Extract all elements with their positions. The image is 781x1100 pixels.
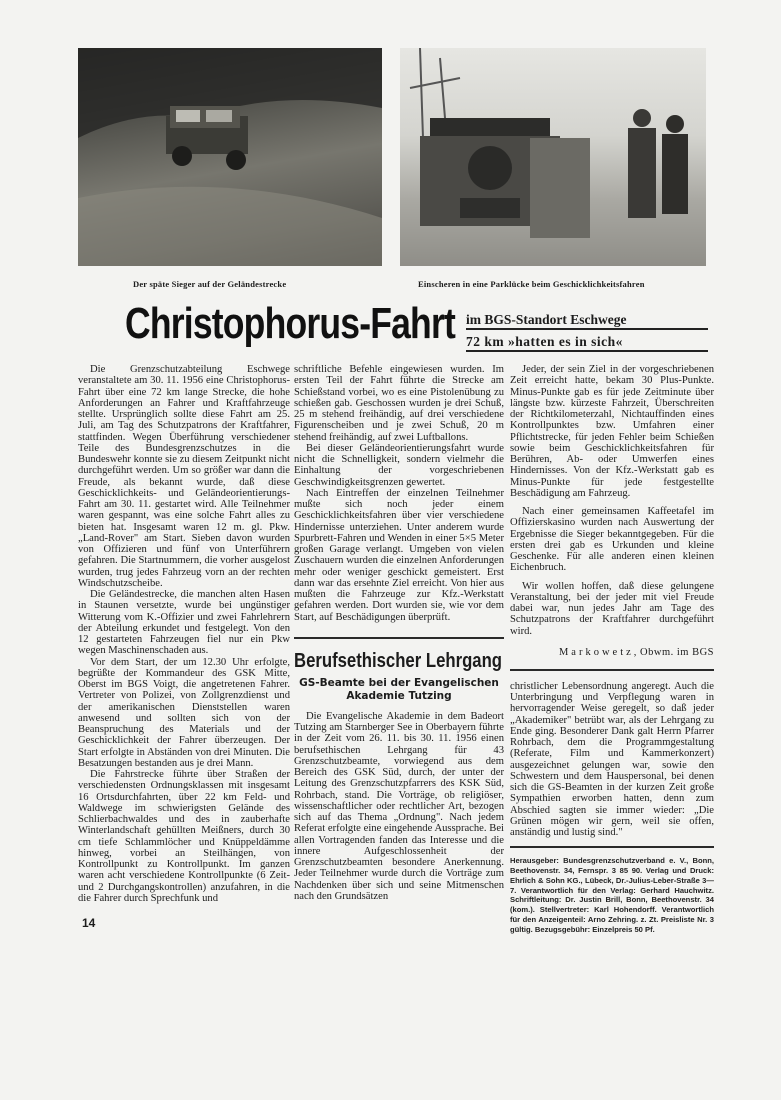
photo-parking-maneuver-image	[400, 48, 706, 266]
article-subheadline-distance: 72 km »hatten es in sich«	[466, 333, 708, 352]
paragraph: Die Evangelische Akademie in dem Badeort Tutzing am Starnberger See in Oberbayern führte in der Zeit vom 26. 11. bis 30. 11. 1956 einen berufsethischen Lehrgang für 43 Grenzschutzbeamte, vorwiegend aus dem Bereich des GSK Süd, durch, der unter der Leitung des Grenzschutzpfarrers des KSK Süd, Rohrbach, stand. Die Vorträge, ob religiöser, wissenschaftlicher oder rechtlicher Art, bezogen sich auf das Thema „Ordnung". Nach jedem Referat erfolgte eine eingehende Aussprache. Bei allen Vortragenden fanden das Interesse und die innere Aufgeschlossenheit der Grenzschutzbeamten besondere Anerkennung. Jeder Teilnehmer wurde durch die Vorträge zum Nachdenken über sich und seine Mitmenschen nach den Grundsätzen	[294, 710, 504, 902]
author-signature	[510, 646, 714, 659]
article-subheadline-location: im BGS-Standort Eschwege	[466, 311, 708, 330]
paragraph: schriftliche Befehle eingewiesen wurden. Im ersten Teil der Fahrt führte die Strecke am Schießstand vorbei, wo es eine Pistolenübung zu schießen gab. Geschossen wurden je drei Schuß, 25 m stehend freihändig, auf drei verschiedene Figurenscheiben und je zwei Schuß, 20 m stehend freihändig, auf zwei Luftballons.	[294, 364, 504, 443]
page-number: 14	[82, 916, 96, 930]
article-column-1	[78, 364, 290, 904]
paragraph: Die Grenzschutzabteilung Eschwege veranstaltete am 30. 11. 1956 eine Christophorus-Fahrt über eine 72 km lange Strecke, die hohe Anforderungen an Fahrer und Kraftfahrzeuge stellte. Ursprünglich sollte diese Fahrt am 25. Juli, am Tag des Schutzpatrons der Kraftfahrer, stattfinden. Wegen Überführung verschiedener Teile des Bundesgrenzschutzes in die Bundeswehr konnte sie zu diesem Zeitpunkt nicht durchgeführt werden. Um so größer war dann die Freude, als bekannt wurde, daß diese Geschicklichkeits- und Geländeorientierungs-Fahrt am 30. 11. gestartet wird. Alle Teilnehmer waren gespannt, was eine solche Fahrt alles zu bieten hat. Insgesamt waren 12 m. gl. Pkw. „Land-Rover" am Start. Sieben davon wurden von Offizieren und fünf von Unterführern gefahren. Die Startnummern, die vorher ausgelost wurden, trug jedes Fahrzeug vorn an der rechten Windschutzscheibe.	[78, 364, 290, 589]
divider	[510, 846, 714, 848]
paragraph: Jeder, der sein Ziel in der vorgeschriebenen Zeit erreicht hatte, bekam 30 Plus-Punkte. Minus-Punkte gab es für jede Zeitminute über längste bzw. kürzeste Fahrzeit, Überschreiten der Richtkilometerzahl, Nichtauffinden eines Kontrollpunktes bzw. Umfahren einer Pflichtstrecke, für jeden Fehler beim Schießen sowie beim Geschicklichkeitsfahren für Berühren, Ab- oder Umwerfen eines Hindernisses. Von der Kfz.-Werkstatt gab es Minus-Punkte für jede festgestellte Beschädigung am Fahrzeug.	[510, 364, 714, 499]
paragraph: Bei dieser Geländeorientierungsfahrt wurde nicht die Schnelligkeit, sondern vielmehr die Einhaltung der vorgeschriebenen Geschwindigkeitsgrenzen gewertet.	[294, 442, 504, 488]
photo-caption-left: Der späte Sieger auf der Geländestrecke	[133, 279, 287, 289]
second-article-headline: Berufsethischer Lehrgang	[294, 649, 502, 672]
paragraph: Die Fahrstrecke führte über Straßen der verschiedensten Ordnungsklassen mit insgesamt 16 Ortsdurchfahrten, über 22 km Feld- und Waldwege im schwierigsten Gelände des Schlierbachwaldes und des in zauberhafte Winterlandschaft gehüllten Meißners, durch 30 cm tiefe Schlammlöcher und Knüppeldämme hinweg, vorbei an Steilhängen, von Kontrollpunkt zu Kontrollpunkt. Im ganzen waren acht verschiedene Kontrollpunkte (6 Zeit- und 2 Durchgangskontrollen) anzufahren, in die die Fahrer durch Sprechfunk und	[78, 769, 290, 904]
paragraph: Die Geländestrecke, die manchen alten Hasen in Staunen versetzte, wurde bei ungünstiger Witterung vom K.-Offizier und zwei Fahrlehrern der Abteilung erkundet und festgelegt. Von den 12 gestarteten Fahrzeugen fiel nur ein Pkw wegen Maschinenschaden aus.	[78, 589, 290, 657]
author-rank: , Obwm. im BGS	[633, 646, 714, 658]
article-headline: Christophorus-Fahrt	[125, 299, 455, 348]
second-article-subheadline: GS-Beamte bei der Evangelischen Akademie Tutzing	[299, 676, 499, 702]
author-name: Markowetz	[558, 646, 634, 658]
paragraph: Wir wollen hoffen, daß diese gelungene Veranstaltung, bei der jeder mit viel Freude dabei war, nun jedes Jahr am Tage des Schutzpatrons der Kraftfahrer durchgeführt wird.	[510, 580, 714, 637]
article-column-2	[294, 364, 504, 623]
photo-caption-right: Einscheren in eine Parklücke beim Geschicklichkeitsfahren	[418, 279, 645, 289]
second-article-column-2	[510, 681, 714, 839]
article-headline-container	[125, 298, 455, 354]
page-column-3	[510, 364, 714, 935]
paragraph: Nach Eintreffen der einzelnen Teilnehmer mußte sich noch jeder einem Geschicklichkeitsfahren über vier verschiedene Hindernisse unterziehen. Unter anderem wurde Spurbrett-Fahren und Wenden in einer 5×5 Meter großen Garage verlangt. Umgeben von vielen Zuschauern wurden die einzelnen Anforderungen mehr oder weniger geschickt gemeistert. Erst dann war das ersehnte Ziel erreicht. Von hier aus mußten die Fahrzeuge zur Kfz.-Werkstatt gefahren werden. Dort wurden sie, wie vor dem Start, auf Beschädigungen überprüft.	[294, 487, 504, 623]
paragraph: Vor dem Start, der um 12.30 Uhr erfolgte, begrüßte der Kommandeur des GSK Mitte, Oberst im BGS Voigt, die angetretenen Fahrer. Vertreter von Polizei, von Zollgrenzdienst und der amerikanischen Dienststellen waren anwesend und sollten sich von der Beanspruchung des Materials und der Geschicklichkeit der Fahrer überzeugen. Der Start erfolgte in Abständen von drei Minuten. Die Besatzungen bestanden aus je drei Mann.	[78, 656, 290, 769]
publisher-imprint: Herausgeber: Bundesgrenzschutzverband e. V., Bonn, Beethovenstr. 34, Fernspr. 3 85 90. Verlag und Druck: Ehrlich & Sohn KG., Lübeck, Dr.-Julius-Leber-Straße 3—7. Verantwortlich für den Verlag: Gerhard Hauchwitz. Schriftleitung: Dr. Justin Brill, Bonn, Beethovenstr. 34 (kom.). Stellvertreter: Karl Hohendorff. Verantwortlich für den Anzeigenteil: Arno Zehring. z. Zt. Preisliste Nr. 3 gültig. Bezugsgebühr: Einzelpreis 50 Pf.	[510, 856, 714, 934]
page-column-1	[78, 364, 290, 930]
paragraph: christlicher Lebensordnung angeregt. Auch die Unterbringung und Verpflegung waren in hervorragender Weise geregelt, so daß jeder „Akademiker" betrübt war, als der Lehrgang zu Ende ging. Besonderer Dank galt Herrn Pfarrer Rohrbach, dem die Programmgestaltung (Referate, Film und Kammerkonzert) ausgezeichnet gelungen war, sowie den Schwestern und dem Hauspersonal, bei denen sich die GS-Beamten in der kurzen Zeit große Sympathien erworben hatten, denn zum Abschied sagten sie immer wieder: „Die Grünen mögen wir gern, weil sie offen, anständig und lustig sind."	[510, 680, 714, 838]
divider	[510, 669, 714, 671]
second-article-column-1	[294, 711, 504, 902]
article-column-3	[510, 364, 714, 644]
paragraph: Nach einer gemeinsamen Kaffeetafel im Offizierskasino wurden nach Auswertung der Ergebnisse die Sieger bekanntgegeben. Für die ersten drei gab es Urkunden und kleine Geschenke. Für alle anderen einen kleinen Eichenbruch.	[510, 506, 714, 574]
photo-parking-maneuver	[400, 48, 706, 266]
page-column-2	[294, 364, 504, 902]
photo-land-rover-off-road-image	[78, 48, 382, 266]
second-article-headline-container	[294, 649, 504, 675]
photo-land-rover-off-road	[78, 48, 382, 266]
divider	[294, 637, 504, 639]
